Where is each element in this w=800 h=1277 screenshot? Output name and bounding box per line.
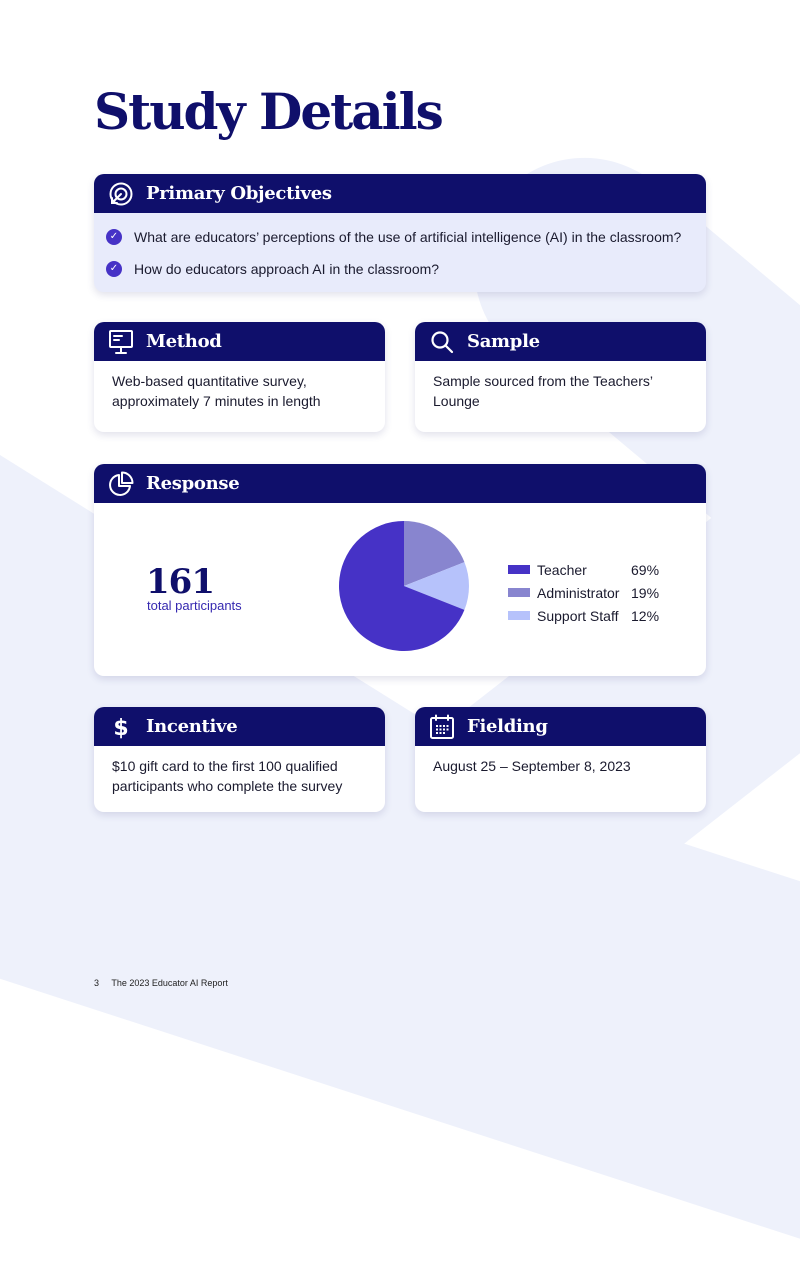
legend-item: [508, 581, 671, 604]
pie-chart: [338, 520, 470, 652]
dollar-icon: [108, 714, 134, 740]
svg-text:$: $: [113, 715, 129, 740]
legend-label: Administrator: [537, 584, 620, 601]
card-title: Response: [146, 473, 240, 494]
objectives-list: [94, 213, 706, 292]
fielding-text: August 25 – September 8, 2023: [433, 758, 631, 774]
incentive-card: [94, 707, 385, 812]
legend-swatch: [508, 588, 530, 597]
page-title: Study Details: [94, 82, 442, 141]
check-icon: ✓: [106, 229, 122, 245]
legend-item: [508, 558, 671, 581]
presentation-board-icon: [108, 329, 134, 355]
card-title: Primary Objectives: [146, 183, 332, 204]
method-text: Web-based quantitative survey, approximately 7 minutes in length: [112, 373, 321, 409]
card-title: Incentive: [146, 716, 238, 737]
legend-value: 19%: [631, 584, 660, 601]
chart-legend: [508, 558, 671, 627]
incentive-text: $10 gift card to the first 100 qualified participants who complete the survey: [112, 758, 343, 794]
legend-item: [508, 604, 671, 627]
list-item: [106, 221, 694, 253]
search-icon: [429, 329, 455, 355]
legend-value: 69%: [631, 561, 660, 578]
total-participants-count: 161: [146, 562, 214, 602]
page-footer: [94, 978, 228, 988]
card-header: [94, 322, 385, 361]
report-title: The 2023 Educator AI Report: [111, 978, 228, 988]
legend-value: 12%: [631, 607, 660, 624]
primary-objectives-card: [94, 174, 706, 292]
objective-text: How do educators approach AI in the classroom?: [134, 261, 440, 277]
sample-card: [415, 322, 706, 432]
card-title: Method: [146, 331, 222, 352]
card-title: Fielding: [467, 716, 548, 737]
page-number: 3: [94, 978, 100, 988]
legend-swatch: [508, 611, 530, 620]
pie-chart-icon: [108, 471, 134, 497]
card-header: [415, 322, 706, 361]
check-icon: ✓: [106, 261, 122, 277]
list-item: [106, 253, 694, 285]
card-title: Sample: [467, 331, 540, 352]
calendar-icon: [429, 714, 455, 740]
card-header: [94, 174, 706, 213]
objective-text: What are educators’ perceptions of the use of artificial intelligence (AI) in the classroom?: [134, 229, 682, 245]
target-icon: [108, 181, 134, 207]
card-header: [415, 707, 706, 746]
total-participants-label: total participants: [147, 598, 242, 613]
method-card: [94, 322, 385, 432]
sample-text: Sample sourced from the Teachers’ Lounge: [433, 373, 653, 409]
response-card: [94, 464, 706, 676]
legend-label: Support Staff: [537, 607, 619, 624]
card-header: [94, 464, 706, 503]
card-header: [94, 707, 385, 746]
legend-label: Teacher: [537, 561, 587, 578]
legend-swatch: [508, 565, 530, 574]
fielding-card: [415, 707, 706, 812]
